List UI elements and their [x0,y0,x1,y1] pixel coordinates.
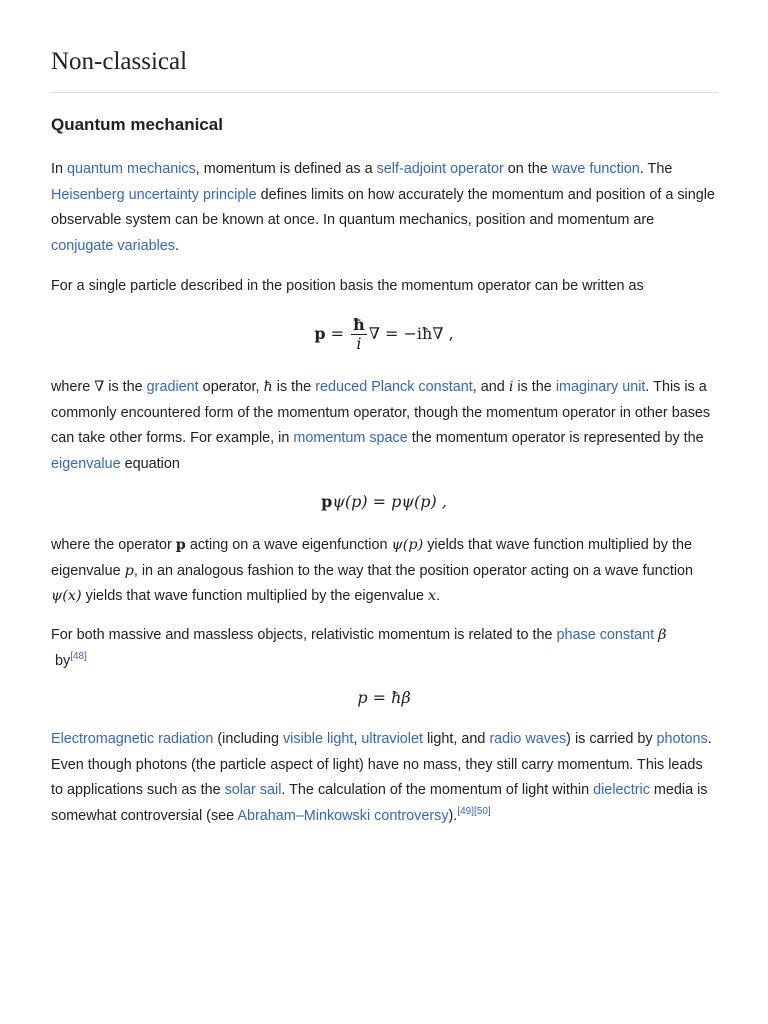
equation-phase-constant: p = ħβ [357,688,411,707]
paragraph-relativistic: For both massive and massless objects, relativistic momentum is related to the phase constant β by[48] [51,627,667,669]
equation-eigenvalue: pψ(p) = pψ(p) , [321,492,447,511]
link-eigenvalue[interactable]: eigenvalue [51,455,121,472]
paragraph-eigenfunction: where the operator p acting on a wave eigenfunction ψ(p) yields that wave function multiplied by the eigenvalue p, in an analogous fashion to the way that the position operator acting on a wave function ψ(x) yields that wave function multiplied by the eigenvalue x. [51,536,694,605]
link-reduced-planck-constant[interactable]: reduced Planck constant [315,379,473,395]
link-imaginary-unit[interactable]: imaginary unit [555,379,646,395]
link-self-adjoint-operator[interactable]: self-adjoint operator [376,161,504,177]
link-heisenberg-uncertainty-principle[interactable]: Heisenberg uncertainty principle [51,186,257,203]
link-solar-sail[interactable]: solar sail [224,782,282,799]
link-phase-constant[interactable]: phase constant [556,627,655,643]
link-visible-light[interactable]: visible light [282,731,354,747]
link-conjugate-variables[interactable]: conjugate variables [51,237,175,254]
link-abraham-minkowski-controversy[interactable]: Abraham–Minkowski controversy [237,807,449,824]
link-dielectric[interactable]: dielectric [593,782,650,799]
equation-fraction: $\frac{ħ}{i}$ [353,315,365,353]
link-gradient[interactable]: gradient [146,379,199,395]
link-quantum-mechanics[interactable]: quantum mechanics [67,161,196,177]
section-divider [51,92,718,93]
paragraph-electromagnetic: Electromagnetic radiation (including visible light, ultraviolet light, and radio waves) is carried by photons. Even though photons (the particle aspect of light) have no mass, they still carry momentum. This leads to applications such as the solar sail. The calculation of the momentum of light within dielectric media is somewhat controversial (see Abraham–Minkowski controversy).[49][50] [51,731,712,824]
paragraph-gradient: where ∇ is the gradient operator, ħ is the reduced Planck constant, and i is the imaginary unit. This is a commonly encountered form of the momentum operator, though the momentum operator in other bases can take other forms. For example, in momentum space the momentum operator is represented by the eigenvalue equation [51,379,711,472]
subsection-title: Quantum mechanical [51,115,223,134]
link-radio-waves[interactable]: radio waves [489,731,567,747]
citation-50[interactable]: [50] [474,805,491,817]
citation-48[interactable]: [48] [70,650,87,662]
citation-49[interactable]: [49] [457,805,474,817]
link-electromagnetic-radiation[interactable]: Electromagnetic radiation [51,731,214,747]
section-title: Non-classical [51,48,188,75]
equation-momentum-operator: p = $\frac{ħ}{i}$ ∇ = −iħ∇ , [314,315,454,353]
link-ultraviolet[interactable]: ultraviolet [361,731,423,747]
link-photons[interactable]: photons [656,731,708,747]
paragraph-position-basis: For a single particle described in the position basis the momentum operator can be written as [51,278,644,294]
link-wave-function[interactable]: wave function [551,161,640,177]
link-momentum-space[interactable]: momentum space [293,430,408,447]
paragraph-intro: In quantum mechanics, momentum is defined as a self-adjoint operator on the wave function. The Heisenberg uncertainty principle defines limits on how accurately the momentum and position of a single observable system can be known at once. In quantum mechanics, position and momentum are conjugate variables. [51,161,715,254]
